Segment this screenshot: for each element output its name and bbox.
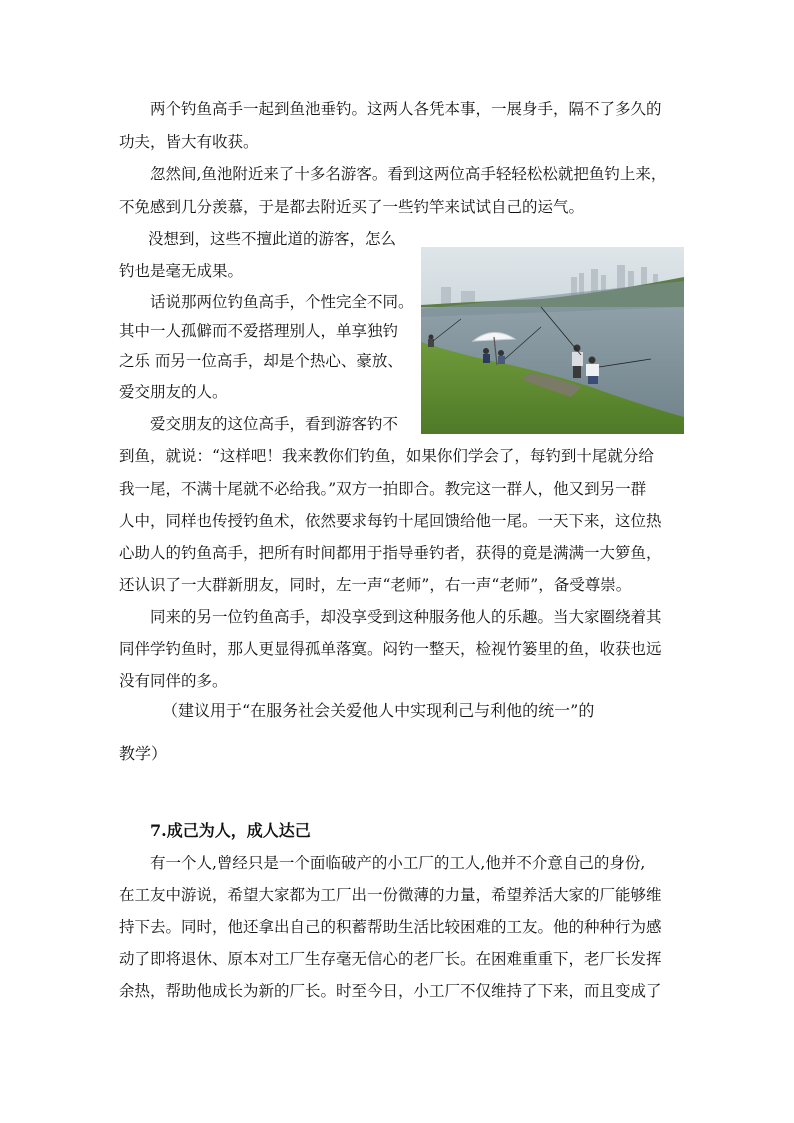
paragraph-line: 两个钓鱼高手一起到鱼池垂钓。这两人各凭本事，一展身手，隔不了多久的 bbox=[150, 100, 662, 118]
fishing-lake-icon bbox=[421, 247, 684, 434]
section-heading: 7.成己为人，成人达己 bbox=[150, 821, 311, 840]
paragraph-line: 忽然间,鱼池附近来了十多名游客。看到这两位高手轻轻松松就把鱼钓上来， bbox=[150, 165, 667, 183]
paragraph-line: 有一个人,曾经只是一个面临破产的小工厂的工人,他并不介意自己的身份, bbox=[150, 854, 646, 872]
paragraph-line: 心助人的钓鱼高手，把所有时间都用于指导垂钓者，获得的竟是满满一大箩鱼， bbox=[119, 544, 662, 562]
paragraph-line: 同来的另一位钓鱼高手，却没享受到这种服务他人的乐趣。当大家圈绕着其 bbox=[150, 608, 662, 626]
paragraph-line: 没有同伴的多。 bbox=[119, 672, 228, 690]
paragraph-line: 动了即将退休、原本对工厂生存毫无信心的老厂长。在困难重重下，老厂长发挥 bbox=[119, 950, 662, 968]
paragraph-line: 人中，同样也传授钓鱼术，依然要求每钓十尾回馈给他一尾。一天下来，这位热 bbox=[119, 512, 662, 530]
paragraph-line: 在工友中游说，希望大家都为工厂出一份微薄的力量，希望养活大家的厂能够维 bbox=[119, 886, 662, 904]
paragraph-line: 其中一人孤僻而不爱搭理别人，单享独钓 bbox=[119, 322, 399, 340]
paragraph-line: 钓也是毫无成果。 bbox=[119, 262, 244, 280]
paragraph-line: 功夫，皆大有收获。 bbox=[119, 133, 259, 151]
paragraph-line: 我一尾，不满十尾就不必给我。”双方一拍即合。教完这一群人，他又到另一群 bbox=[119, 480, 647, 498]
paragraph-line: 还认识了一大群新朋友，同时，左一声“老师”，右一声“老师”，备受尊崇。 bbox=[119, 576, 632, 594]
teaching-note-end: 教学） bbox=[119, 744, 168, 763]
fishing-lake-photo bbox=[421, 247, 684, 434]
paragraph-line: 余热，帮助他成长为新的厂长。时至今日，小工厂不仅维持了下来，而且变成了 bbox=[119, 982, 662, 1000]
paragraph-line: 同伴学钓鱼时，那人更显得孤单落寞。闷钓一整天，检视竹篓里的鱼，收获也远 bbox=[119, 640, 662, 658]
teaching-note: （建议用于“在服务社会关爱他人中实现利己与利他的统一”的 bbox=[162, 701, 595, 720]
paragraph-line: 之乐 而另一位高手，却是个热心、豪放、 bbox=[119, 352, 403, 370]
paragraph-line: 爱交朋友的人。 bbox=[119, 383, 228, 401]
paragraph-line: 没想到，这些不擅此道的游客，怎么 bbox=[148, 230, 397, 248]
paragraph-line: 到鱼，就说：“这样吧！我来教你们钓鱼，如果你们学会了，每钓到十尾就分给 bbox=[119, 447, 654, 465]
paragraph-line: 不免感到几分羡慕，于是都去附近买了一些钓竿来试试自己的运气。 bbox=[119, 198, 585, 216]
paragraph-line: 爱交朋友的这位高手，看到游客钓不 bbox=[150, 415, 399, 433]
paragraph-line: 持下去。同时，他还拿出自己的积蓄帮助生活比较困难的工友。他的种种行为感 bbox=[119, 918, 662, 936]
paragraph-line: 话说那两位钓鱼高手，个性完全不同。 bbox=[150, 293, 414, 311]
